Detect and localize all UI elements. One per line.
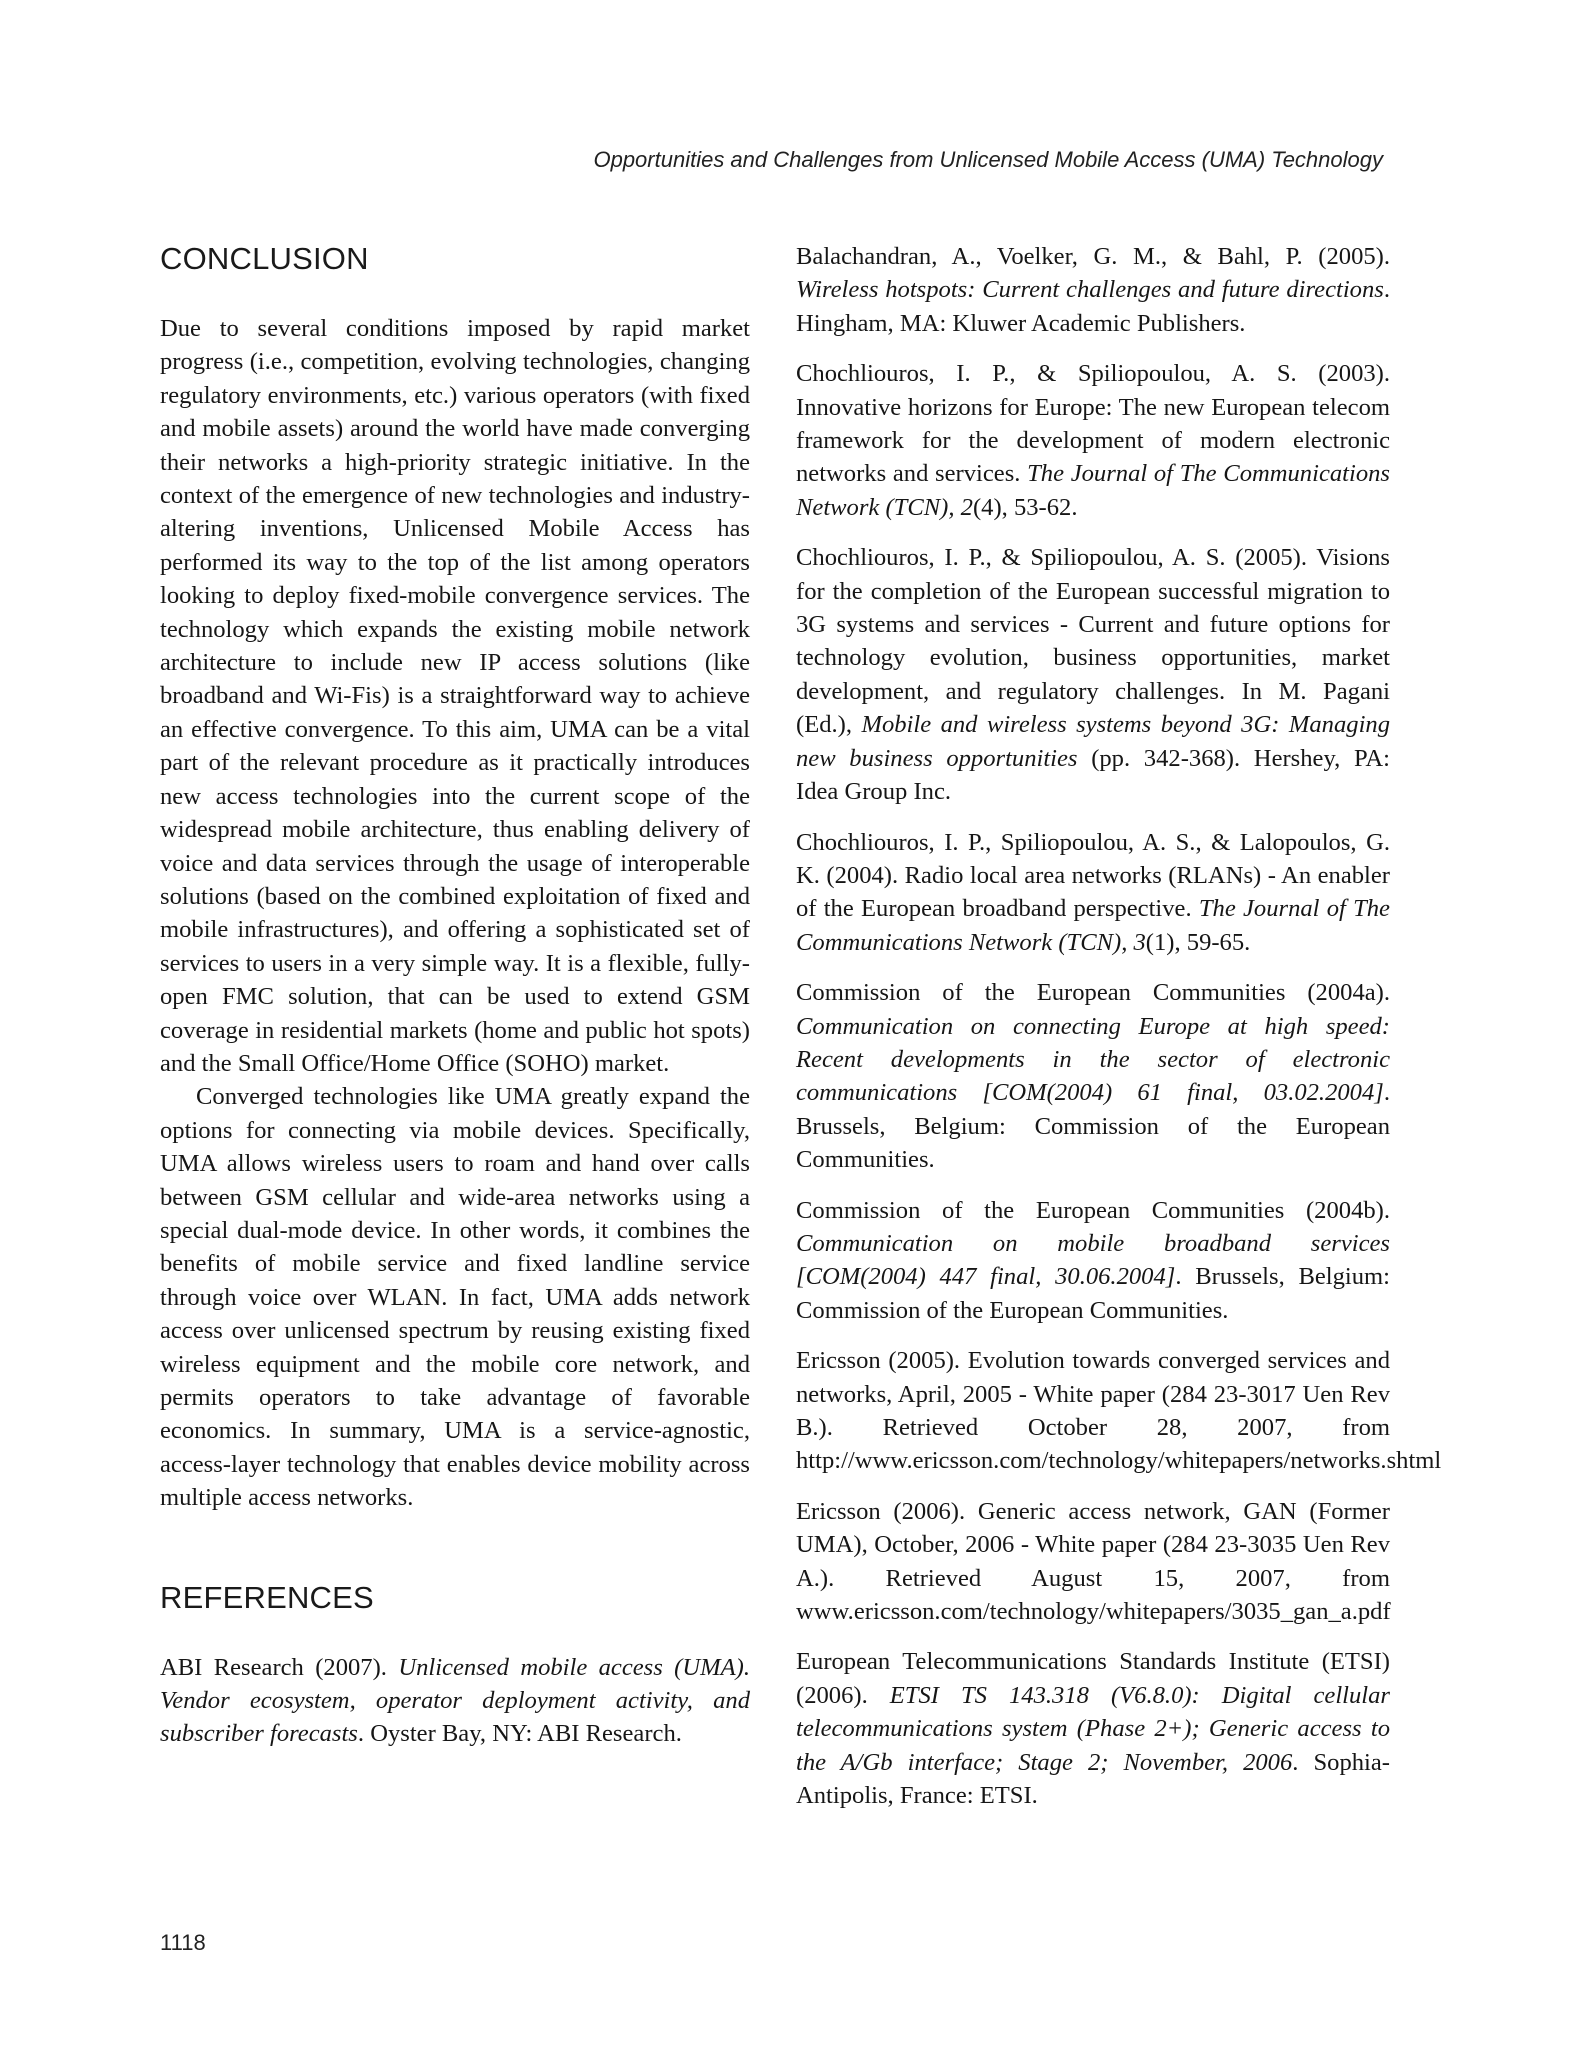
reference-text: Commission of the European Communities (2004a).: [796, 979, 1390, 1007]
conclusion-paragraph: Converged technologies like UMA greatly expand the options for connecting via mobile devices. Specifically, UMA allows wireless users to roam and hand over calls between GSM cellular and wide-area networks using a special dual-mode device. In other words, it combines the benefits of mobile service and fixed landline service through voice over WLAN. In fact, UMA adds network access over unlicensed spectrum by reusing existing fixed wireless equipment and the mobile core network, and permits operators to take advantage of favorable economics. In summary, UMA is a service-agnostic, access-layer technology that enables device mobility across multiple access networks.: [160, 1083, 750, 1512]
reference-entry: [796, 240, 1390, 340]
page-number: 1118: [160, 1930, 206, 1955]
reference-title: Mobile and wireless systems beyond 3G: Managing new business opportunities: [796, 711, 1390, 772]
reference-text: European Telecommunications Standards Institute (ETSI) (2006).: [796, 1648, 1390, 1709]
reference-title: The Journal of The Communications Network (TCN),: [796, 895, 1390, 956]
reference-title: ETSI TS 143.318 (V6.8.0): Digital cellular telecommunications system (Phase 2+); Generic access to the A/Gb interface; Stage 2; November, 2006: [796, 1681, 1391, 1776]
reference-entry: [796, 1645, 1390, 1812]
reference-text: . Brussels, Belgium: Commission of the European Communities.: [796, 1079, 1390, 1174]
conclusion-heading: CONCLUSION: [160, 241, 369, 276]
reference-entry: [160, 1651, 750, 1751]
reference-entry: [796, 1344, 1442, 1478]
reference-text: Commission of the European Communities (2004b).: [796, 1196, 1390, 1224]
reference-volume: 2: [960, 493, 973, 521]
reference-title: Wireless hotspots: Current challenges and future directions: [796, 276, 1384, 304]
reference-entry: [796, 826, 1390, 960]
reference-text: . Sophia-Antipolis, France: ETSI.: [796, 1748, 1390, 1810]
reference-text: Chochliouros, I. P., Spiliopoulou, A. S., & Lalopoulos, G. K. (2004). Radio local area networks (RLANs) - An enabler of the European broadband perspective.: [796, 828, 1390, 923]
reference-volume: 3: [1133, 928, 1146, 956]
conclusion-paragraph: Due to several conditions imposed by rapid market progress (i.e., competition, evolving technologies, changing regulatory environments, etc.) various operators (with fixed and mobile assets) around the world have made converging their networks a high-priority strategic initiative. In the context of the emergence of new technologies and industry-altering inventions, Unlicensed Mobile Access has performed its way to the top of the list among operators looking to deploy fixed-mobile convergence services. The technology which expands the existing mobile network architecture to include new IP access solutions (like broadband and Wi-Fis) is a straightforward way to achieve an effective convergence. To this aim, UMA can be a vital part of the relevant procedure as it practically introduces new access technologies into the current scope of the widespread mobile architecture, thus enabling delivery of voice and data services through the usage of interoperable solutions (based on the combined exploitation of fixed and mobile infrastructures), and offering a sophisticated set of services to users in a very simple way. It is a flexible, fully-open FMC solution, that can be used to extend GSM coverage in residential markets (home and public hot spots) and the Small Office/Home Office (SOHO) market.: [160, 315, 750, 1077]
reference-entry: [796, 541, 1390, 808]
reference-text: (4), 53-62.: [972, 493, 1078, 521]
reference-text: (pp. 342-368). Hershey, PA: Idea Group Inc.: [796, 744, 1390, 806]
reference-text: . Brussels, Belgium: Commission of the European Communities.: [796, 1263, 1390, 1324]
running-head: Opportunities and Challenges from Unlicensed Mobile Access (UMA) Technology: [593, 147, 1383, 172]
references-heading: REFERENCES: [160, 1579, 374, 1615]
reference-text: (1), 59-65.: [1145, 928, 1251, 956]
reference-entry: [796, 1194, 1390, 1328]
reference-text: Chochliouros, I. P., & Spiliopoulou, A. S. (2003). Innovative horizons for Europe: The new European telecom framework for the development of modern electronic networks and services.: [796, 360, 1390, 488]
left-column: [160, 240, 750, 1768]
reference-entry: [796, 976, 1390, 1176]
reference-text: Balachandran, A., Voelker, G. M., & Bahl, P. (2005).: [796, 243, 1390, 270]
reference-title: Communication on mobile broadband services [COM(2004) 447 final, 30.06.2004]: [796, 1229, 1390, 1291]
reference-title: Unlicensed mobile access (UMA). Vendor ecosystem, operator deployment activity, and subscriber forecasts: [160, 1653, 750, 1748]
reference-entry: [796, 357, 1390, 524]
reference-text: . Hingham, MA: Kluwer Academic Publishers.: [796, 276, 1390, 337]
reference-title: The Journal of The Communications Network (TCN),: [796, 460, 1390, 521]
reference-text: ABI Research (2007).: [160, 1653, 399, 1681]
reference-title: Communication on connecting Europe at high speed: Recent developments in the sector of electronic communications [COM(2004) 61 final, 03.02.2004]: [796, 1012, 1390, 1107]
reference-text: Ericsson (2005). Evolution towards converged services and networks, April, 2005 - White paper (284 23-3017 Uen Rev B.). Retrieved October 28, 2007, from http://www.ericsson.com/technology/whitepapers/networks.shtml: [796, 1347, 1442, 1475]
right-column: [796, 240, 1442, 1829]
reference-text: Ericsson (2006). Generic access network, GAN (Former UMA), October, 2006 - White paper (284 23-3035 Uen Rev A.). Retrieved August 15, 2007, from www.ericsson.com/technology/whitepapers/3035_gan_a.pdf: [796, 1497, 1391, 1626]
reference-text: . Oyster Bay, NY: ABI Research.: [357, 1720, 682, 1748]
reference-entry: [796, 1495, 1390, 1629]
reference-text: Chochliouros, I. P., & Spiliopoulou, A. S. (2005). Visions for the completion of the European successful migration to 3G systems and services - Current and future options for technology evolution, business opportunities, market development, and regulatory challenges. In M. Pagani (Ed.),: [796, 544, 1390, 739]
